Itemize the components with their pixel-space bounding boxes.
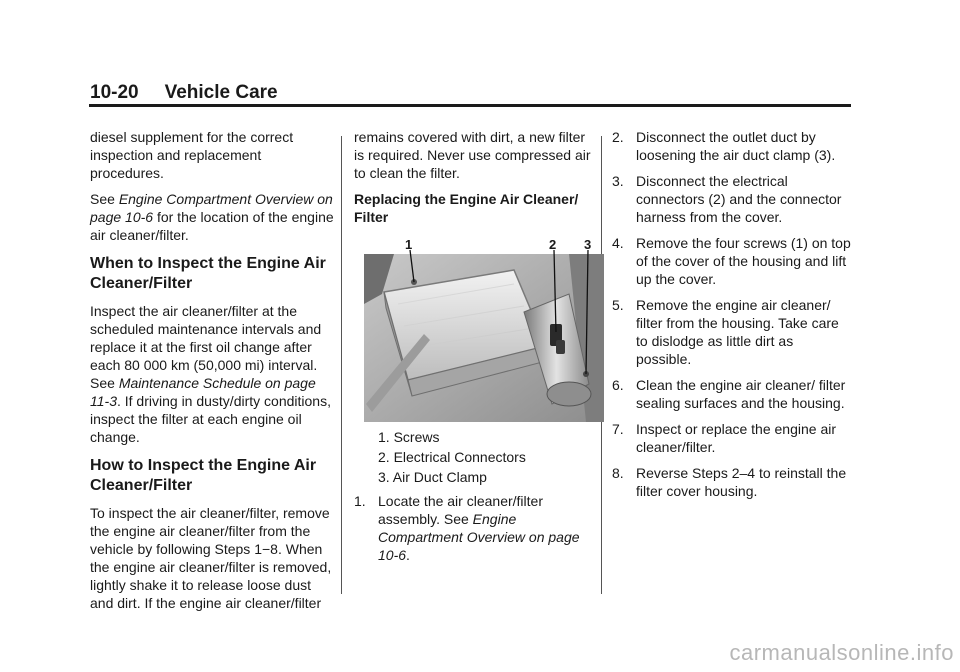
callout-3: 3: [584, 237, 592, 252]
step-item: 8. Reverse Steps 2–4 to reinstall the filter cover housing.: [612, 465, 847, 499]
header-rule: [89, 104, 851, 107]
step-item: 3. Disconnect the electrical connectors (2) and the connector harness from the cover.: [612, 173, 842, 225]
steps-list: [612, 128, 852, 500]
paragraph: remains covered with dirt, a new filter is required. Never use compressed air to clean the filter.: [354, 129, 591, 181]
column-divider: [341, 136, 342, 594]
step-item: 5. Remove the engine air cleaner/ filter from the housing. Take care to dislodge as little dirt as possible.: [612, 297, 839, 367]
column-2: [354, 128, 594, 572]
step-item: 2. Disconnect the outlet duct by loosening the air duct clamp (3).: [612, 129, 836, 163]
caption-item: 1. Screws: [378, 429, 440, 445]
paragraph: To inspect the air cleaner/filter, remove the engine air cleaner/filter from the vehicle by following Steps 1−8. When the engine air cleaner/filter is removed, lightly shake it to release loose dust and dirt. If the engine air cleaner/filter: [90, 505, 332, 611]
step-item: 6. Clean the engine air cleaner/ filter sealing surfaces and the housing.: [612, 377, 846, 411]
watermark: carmanualsonline.info: [729, 640, 954, 665]
section-title: Vehicle Care: [164, 82, 278, 103]
column-1: [90, 128, 336, 620]
paragraph: See Engine Compartment Overview on page 10-6 for the location of the engine air cleaner/filter.: [90, 191, 334, 243]
air-cleaner-photo: [364, 234, 604, 422]
callout-2: 2: [549, 237, 557, 252]
caption-item: 3. Air Duct Clamp: [378, 469, 487, 485]
paragraph: diesel supplement for the correct inspection and replacement procedures.: [90, 129, 294, 181]
cross-reference-link[interactable]: Maintenance Schedule on page 11-3: [90, 375, 316, 409]
step-item: 7. Inspect or replace the engine air cleaner/filter.: [612, 421, 837, 455]
step-item: 1. Locate the air cleaner/filter assembly. See Engine Compartment Overview on page 10-6.: [354, 493, 580, 563]
page-header: [90, 82, 278, 104]
callout-1: 1: [405, 237, 413, 252]
section-heading: How to Inspect the Engine Air Cleaner/Filter: [90, 457, 317, 494]
paragraph: Inspect the air cleaner/filter at the scheduled maintenance intervals and replace it at the first oil change after each 80 000 km (50,000 mi) interval. See Maintenance Schedule on page 11-3. If driving in dusty/dirty conditions, inspect the filter at each engine oil change.: [90, 303, 331, 445]
figure-captions: [354, 428, 594, 486]
cross-reference-link[interactable]: Engine Compartment Overview on page 10-6: [90, 191, 333, 225]
caption-item: 2. Electrical Connectors: [378, 449, 526, 465]
column-3: [612, 128, 852, 508]
air-cleaner-figure: [364, 234, 604, 422]
step-item: 4. Remove the four screws (1) on top of the cover of the housing and lift up the cover.: [612, 235, 851, 287]
page-number: 10-20: [90, 82, 139, 103]
cross-reference-link[interactable]: Engine Compartment Overview on page 10-6: [378, 511, 580, 563]
section-heading: When to Inspect the Engine Air Cleaner/Filter: [90, 255, 326, 292]
subsection-heading: Replacing the Engine Air Cleaner/ Filter: [354, 191, 579, 225]
steps-list: [354, 492, 594, 564]
